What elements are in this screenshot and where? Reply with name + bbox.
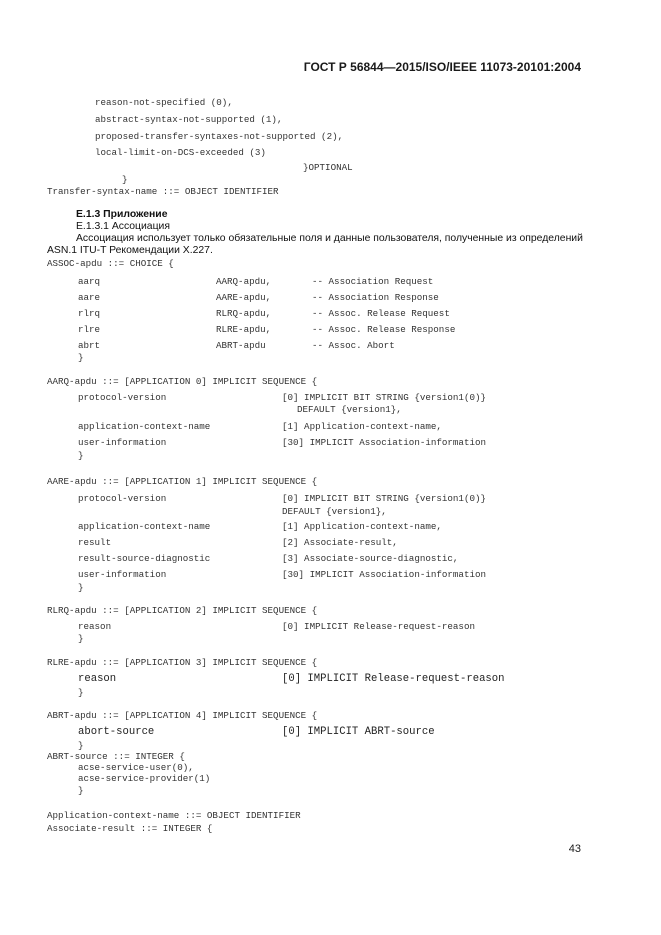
field-name: application-context-name bbox=[78, 421, 211, 432]
field-def: [3] Associate-source-diagnostic, bbox=[282, 553, 459, 564]
code-line: Application-context-name ::= OBJECT IDENTIFIER bbox=[47, 810, 301, 821]
field-name: protocol-version bbox=[78, 493, 167, 504]
field-def: [0] IMPLICIT Release-request-reason bbox=[282, 673, 505, 685]
code-line: abstract-syntax-not-supported (1), bbox=[95, 114, 283, 125]
section-paragraph: Ассоциация использует только обязательные поля и данные пользователя, полученные из определений ASN.1 ITU-T Рекомендации X.227. bbox=[47, 233, 583, 256]
field-name: result bbox=[78, 537, 112, 548]
field-def: [2] Associate-result, bbox=[282, 537, 398, 548]
field-name: rlre bbox=[78, 324, 101, 335]
field-comment: -- Assoc. Release Request bbox=[312, 308, 450, 319]
enum-item: acse-service-provider(1) bbox=[78, 773, 211, 784]
field-def: [0] IMPLICIT ABRT-source bbox=[282, 726, 435, 738]
code-line: } bbox=[122, 174, 128, 185]
field-def: DEFAULT {version1}, bbox=[282, 506, 387, 517]
field-def: DEFAULT {version1}, bbox=[297, 404, 402, 415]
field-name: abort-source bbox=[78, 726, 155, 738]
brace: } bbox=[78, 582, 84, 593]
code-line: }OPTIONAL bbox=[303, 162, 353, 173]
field-name: aare bbox=[78, 292, 101, 303]
section-heading: E.1.3 Приложение bbox=[76, 209, 168, 220]
field-type: ABRT-apdu bbox=[216, 340, 266, 351]
code-line: Associate-result ::= INTEGER { bbox=[47, 823, 213, 834]
field-def: [30] IMPLICIT Association-information bbox=[282, 569, 486, 580]
brace: } bbox=[78, 740, 84, 751]
assoc-head: ASSOC-apdu ::= CHOICE { bbox=[47, 258, 174, 269]
abrt-head: ABRT-apdu ::= [APPLICATION 4] IMPLICIT SEQUENCE { bbox=[47, 710, 318, 721]
brace: } bbox=[78, 352, 84, 363]
field-name: protocol-version bbox=[78, 392, 167, 403]
enum-item: acse-service-user(0), bbox=[78, 762, 194, 773]
field-name: abrt bbox=[78, 340, 101, 351]
code-line: proposed-transfer-syntaxes-not-supported (2), bbox=[95, 131, 344, 142]
field-comment: -- Assoc. Abort bbox=[312, 340, 395, 351]
field-name: aarq bbox=[78, 276, 101, 287]
field-name: reason bbox=[78, 673, 117, 685]
field-def: [30] IMPLICIT Association-information bbox=[282, 437, 486, 448]
brace: } bbox=[78, 785, 84, 796]
field-name: rlrq bbox=[78, 308, 101, 319]
brace: } bbox=[78, 633, 84, 644]
field-name: application-context-name bbox=[78, 521, 211, 532]
page-number: 43 bbox=[568, 843, 581, 855]
code-line: Transfer-syntax-name ::= OBJECT IDENTIFIER bbox=[47, 186, 279, 197]
abrt-source-head: ABRT-source ::= INTEGER { bbox=[47, 751, 185, 762]
code-line: reason-not-specified (0), bbox=[95, 97, 233, 108]
section-subheading: E.1.3.1 Ассоциация bbox=[76, 221, 170, 232]
rlre-head: RLRE-apdu ::= [APPLICATION 3] IMPLICIT SEQUENCE { bbox=[47, 657, 318, 668]
field-name: user-information bbox=[78, 569, 167, 580]
field-type: RLRQ-apdu, bbox=[216, 308, 272, 319]
code-line: local-limit-on-DCS-exceeded (3) bbox=[95, 147, 266, 158]
field-type: AARE-apdu, bbox=[216, 292, 272, 303]
field-name: user-information bbox=[78, 437, 167, 448]
field-def: [1] Application-context-name, bbox=[282, 521, 442, 532]
field-comment: -- Association Response bbox=[312, 292, 439, 303]
aarq-head: AARQ-apdu ::= [APPLICATION 0] IMPLICIT SEQUENCE { bbox=[47, 376, 318, 387]
brace: } bbox=[78, 687, 84, 698]
field-def: [0] IMPLICIT BIT STRING {version1(0)} bbox=[282, 392, 486, 403]
field-comment: -- Assoc. Release Response bbox=[312, 324, 456, 335]
document-header: ГОСТ Р 56844—2015/ISO/IEEE 11073-20101:2004 bbox=[303, 60, 581, 74]
aare-head: AARE-apdu ::= [APPLICATION 1] IMPLICIT SEQUENCE { bbox=[47, 476, 318, 487]
field-comment: -- Association Request bbox=[312, 276, 434, 287]
rlrq-head: RLRQ-apdu ::= [APPLICATION 2] IMPLICIT SEQUENCE { bbox=[47, 605, 318, 616]
field-type: AARQ-apdu, bbox=[216, 276, 272, 287]
field-name: reason bbox=[78, 621, 112, 632]
field-def: [1] Application-context-name, bbox=[282, 421, 442, 432]
field-type: RLRE-apdu, bbox=[216, 324, 272, 335]
field-def: [0] IMPLICIT BIT STRING {version1(0)} bbox=[282, 493, 486, 504]
field-name: result-source-diagnostic bbox=[78, 553, 211, 564]
brace: } bbox=[78, 450, 84, 461]
field-def: [0] IMPLICIT Release-request-reason bbox=[282, 621, 475, 632]
